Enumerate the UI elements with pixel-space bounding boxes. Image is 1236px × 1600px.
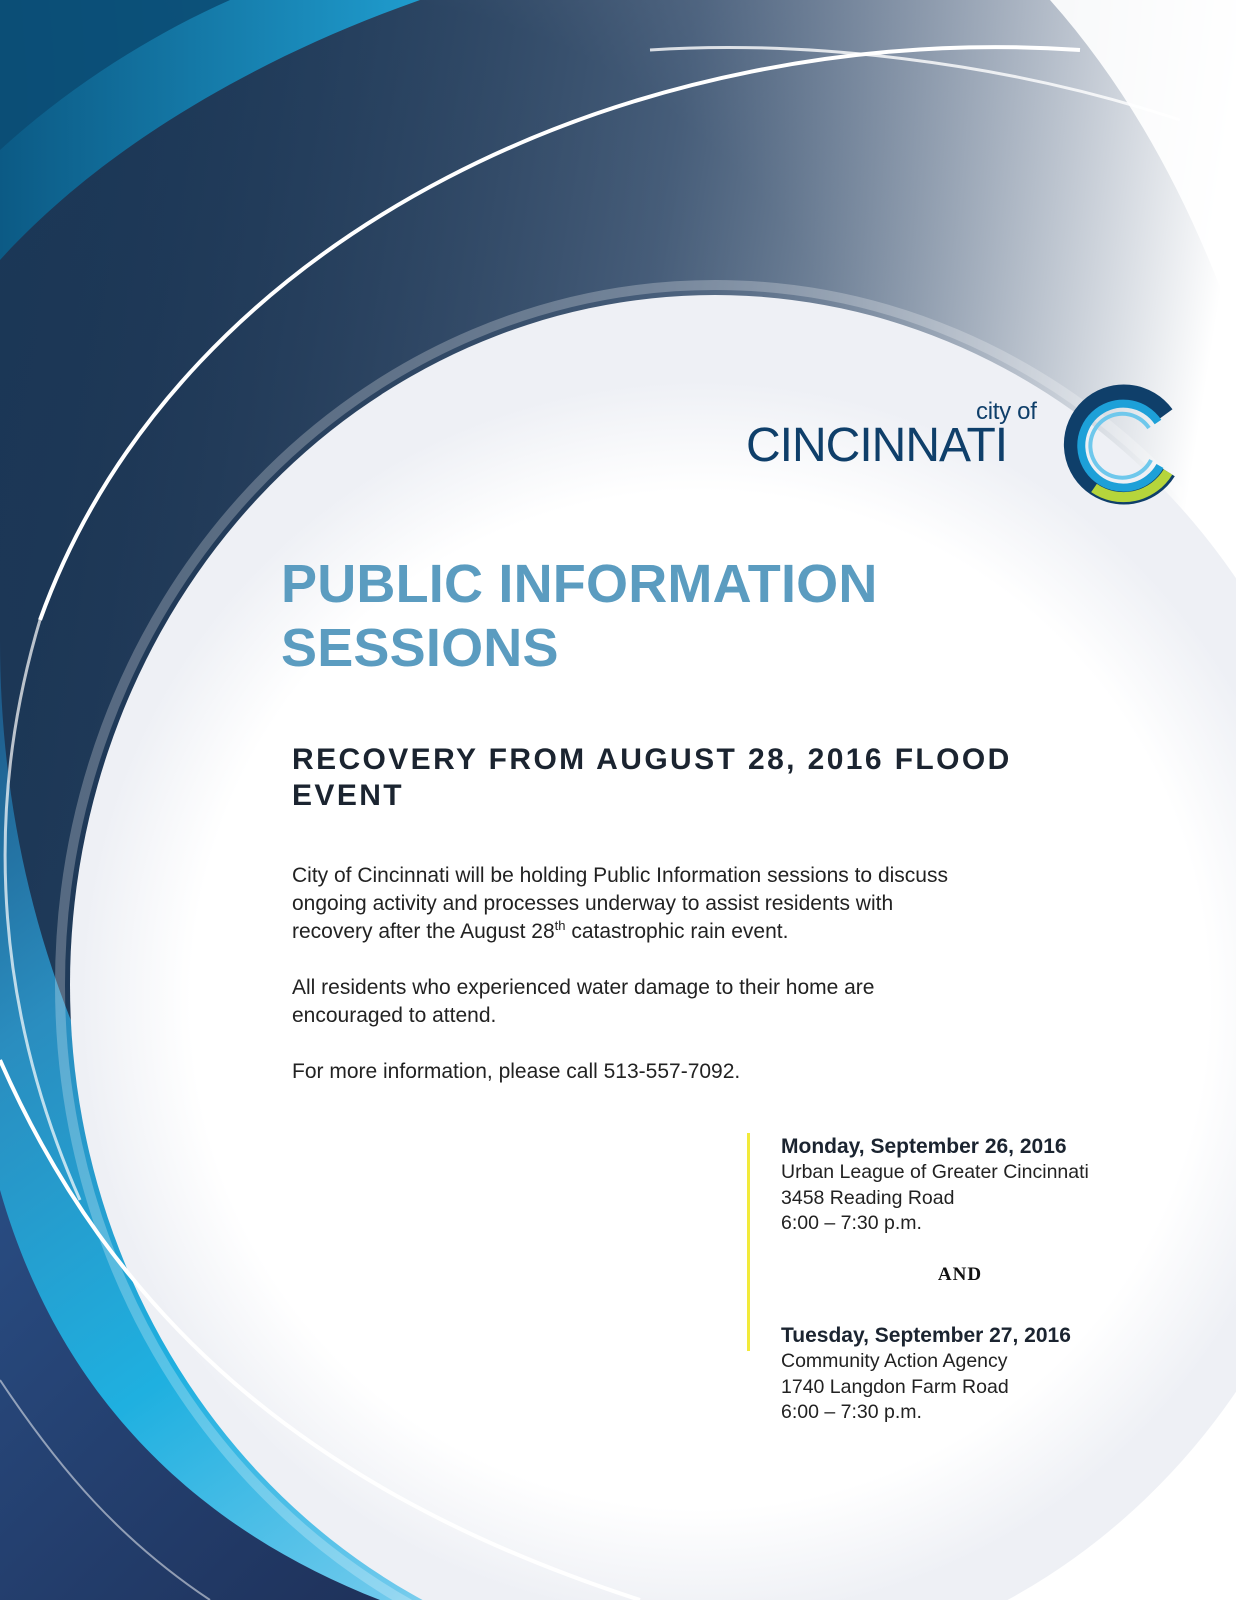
logo-city-name: CINCINNATI — [746, 419, 1008, 472]
attendance-paragraph — [292, 974, 1092, 1030]
session-accent-bar — [747, 1133, 750, 1351]
session-block-1 — [781, 1133, 1221, 1237]
event-subtitle — [292, 742, 1092, 814]
session-date: Monday, September 26, 2016 — [781, 1135, 1067, 1158]
session-date: Tuesday, September 27, 2016 — [781, 1324, 1071, 1347]
session-address: 3458 Reading Road — [781, 1186, 955, 1209]
attendance-line-1: All residents who experienced water damage to their home are — [292, 976, 875, 999]
title-line-2: SESSIONS — [281, 618, 559, 678]
intro-line-3-end: catastrophic rain event. — [565, 920, 789, 943]
session-joiner-and: AND — [937, 1264, 983, 1285]
session-venue: Urban League of Greater Cincinnati — [781, 1161, 1089, 1183]
intro-paragraph — [292, 862, 1092, 946]
attendance-line-2: encouraged to attend. — [292, 1004, 497, 1027]
subtitle-line-2: EVENT — [292, 779, 405, 812]
session-time: 6:00 – 7:30 p.m. — [781, 1401, 922, 1423]
ordinal-suffix: th — [554, 918, 566, 933]
intro-line-3-start: recovery after the August 28 — [292, 920, 555, 943]
session-block-2 — [781, 1322, 1221, 1426]
session-venue: Community Action Agency — [781, 1350, 1008, 1372]
session-address: 1740 Langdon Farm Road — [781, 1375, 1009, 1398]
logo-city-of: city of — [976, 398, 1037, 425]
subtitle-line-1: RECOVERY FROM AUGUST 28, 2016 FLOOD — [292, 743, 1012, 776]
page-title — [281, 552, 878, 680]
contact-paragraph: For more information, please call 513-557-7092. — [292, 1060, 741, 1083]
session-time: 6:00 – 7:30 p.m. — [781, 1212, 922, 1234]
title-line-1: PUBLIC INFORMATION — [281, 554, 878, 614]
city-logo — [738, 380, 1178, 510]
intro-line-1: City of Cincinnati will be holding Public Information sessions to discuss — [292, 864, 948, 887]
intro-line-2: ongoing activity and processes underway to assist residents with — [292, 892, 894, 915]
city-c-emblem-icon — [1054, 380, 1184, 510]
